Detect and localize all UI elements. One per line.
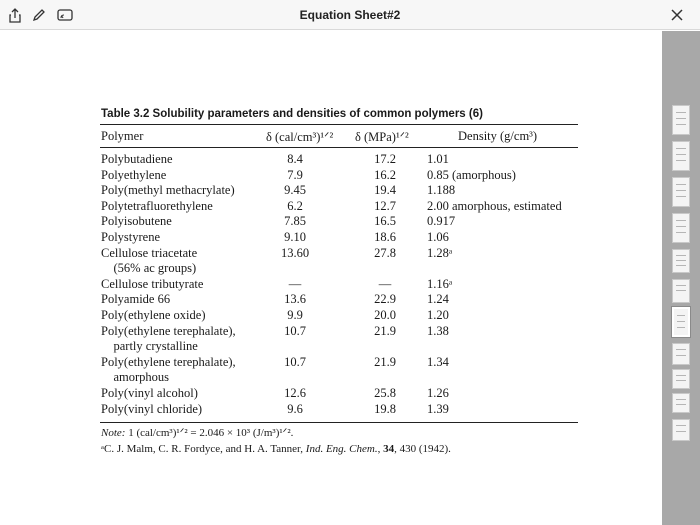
polymer-name: partly crystalline <box>101 339 198 354</box>
solubility-cal-value: 8.4 <box>287 152 303 166</box>
polymer-name: Poly(vinyl chloride) <box>101 401 203 416</box>
solubility-cal-value: 7.9 <box>287 167 303 182</box>
solubility-mpa-value: 21.9 <box>374 354 396 369</box>
solubility-mpa-value: 20.0 <box>374 308 396 322</box>
density-value: 1.26 <box>427 386 449 400</box>
density-value: 1.06 <box>427 230 449 244</box>
solubility-mpa-value: 18.6 <box>374 230 396 244</box>
density-value: 2.00 amorphous, estimated <box>427 198 562 213</box>
density-value: 1.20 <box>427 308 449 322</box>
page-thumbnail[interactable] <box>672 105 690 135</box>
note-text: 1 (cal/cm³)¹ᐟ² = 2.046 × 10³ (J/m³)¹ᐟ². <box>125 427 294 439</box>
polymer-name: Polyamide 66 <box>101 292 171 307</box>
table-note <box>101 426 293 439</box>
polymer-name: Polystyrene <box>101 230 161 244</box>
polymer-name: Polyethylene <box>101 167 167 182</box>
polymer-name: amorphous <box>101 370 170 385</box>
table-header-rule <box>100 147 578 148</box>
header-solubility-cal: δ (cal/cm³)¹ᐟ² <box>266 130 334 144</box>
top-toolbar <box>0 0 700 30</box>
polymer-name: Poly(ethylene oxide) <box>101 308 206 322</box>
polymer-name: Polybutadiene <box>101 152 173 166</box>
density-value: 1.38 <box>427 323 449 338</box>
solubility-cal-value: — <box>288 276 302 291</box>
solubility-mpa-value: 16.2 <box>374 167 396 182</box>
page-thumbnail[interactable] <box>672 249 690 273</box>
solubility-cal-value: 9.6 <box>287 401 303 416</box>
solubility-cal-value: 9.10 <box>284 230 306 244</box>
polymer-name: Polyisobutene <box>101 214 172 229</box>
solubility-cal-value: 13.6 <box>284 292 306 307</box>
density-value: 1.34 <box>427 354 449 369</box>
density-value: 1.188 <box>427 183 456 198</box>
solubility-mpa-value: — <box>378 276 392 291</box>
page-thumbnail[interactable] <box>672 419 690 441</box>
density-value: 1.01 <box>427 152 449 166</box>
density-value: 1.28ᵃ <box>427 245 453 260</box>
document-title: Equation Sheet#2 <box>299 8 401 22</box>
solubility-mpa-value: 19.8 <box>374 401 396 416</box>
density-value: 0.917 <box>427 214 456 229</box>
solubility-cal-value: 10.7 <box>284 354 306 369</box>
header-polymer: Polymer <box>101 129 144 143</box>
solubility-mpa-value: 12.7 <box>374 198 396 213</box>
solubility-cal-value: 9.45 <box>284 183 306 198</box>
solubility-cal-value: 13.60 <box>280 245 310 260</box>
solubility-mpa-value: 25.8 <box>374 386 396 400</box>
page-thumbnail-sidebar[interactable] <box>662 31 700 525</box>
page-thumbnail[interactable] <box>672 393 690 413</box>
density-value: 1.39 <box>427 401 449 416</box>
footnote-volume: 34 <box>383 443 395 455</box>
header-solubility-mpa: δ (MPa)¹ᐟ² <box>355 130 409 144</box>
polymer-name: Poly(ethylene terephalate), <box>101 354 236 369</box>
note-label: Note: <box>101 427 126 439</box>
solubility-mpa-value: 27.8 <box>374 245 396 260</box>
footnote-journal: Ind. Eng. Chem. <box>305 443 378 455</box>
footnote-rest: , 430 (1942). <box>394 443 451 455</box>
footnote-prefix: ᵃC. J. Malm, C. R. Fordyce, and H. A. Tanner, <box>101 443 306 455</box>
table-bottom-rule <box>100 422 578 423</box>
solubility-cal-value: 9.9 <box>287 308 303 322</box>
solubility-mpa-value: 16.5 <box>374 214 396 229</box>
polymer-name: Poly(vinyl alcohol) <box>101 386 198 400</box>
solubility-cal-value: 10.7 <box>284 323 306 338</box>
solubility-cal-value: 12.6 <box>284 386 306 400</box>
solubility-cal-value: 6.2 <box>287 198 303 213</box>
page-thumbnail-current[interactable] <box>672 307 690 337</box>
density-value: 1.16ᵃ <box>427 276 453 291</box>
table-top-rule <box>100 124 578 125</box>
page-thumbnail[interactable] <box>672 177 690 207</box>
polymer-name: Poly(methyl methacrylate) <box>101 183 235 198</box>
page-thumbnail[interactable] <box>672 279 690 303</box>
page-thumbnail[interactable] <box>672 343 690 365</box>
header-density: Density (g/cm³) <box>458 129 538 143</box>
solubility-mpa-value: 22.9 <box>374 292 396 307</box>
table-caption: Table 3.2 Solubility parameters and densities of common polymers (6) <box>101 108 483 120</box>
polymer-name: Cellulose tributyrate <box>101 276 204 291</box>
solubility-mpa-value: 21.9 <box>374 323 396 338</box>
page-thumbnail[interactable] <box>672 213 690 243</box>
solubility-mpa-value: 19.4 <box>374 183 396 198</box>
density-value: 0.85 (amorphous) <box>427 167 516 182</box>
solubility-mpa-value: 17.2 <box>374 152 396 166</box>
page-thumbnail[interactable] <box>672 369 690 389</box>
polymer-name: (56% ac groups) <box>101 261 197 276</box>
polymer-name: Polytetrafluorethylene <box>101 198 213 213</box>
table-footnote: ᵃC. J. Malm, C. R. Fordyce, and H. A. Tanner, Ind. Eng. Chem., 34, 430 (1942). <box>101 443 451 455</box>
page-thumbnail[interactable] <box>672 141 690 171</box>
polymer-name: Poly(ethylene terephalate), <box>101 323 236 338</box>
density-value: 1.24 <box>427 292 449 307</box>
solubility-cal-value: 7.85 <box>284 214 306 229</box>
polymer-name: Cellulose triacetate <box>101 245 198 260</box>
close-icon[interactable] <box>668 6 686 24</box>
